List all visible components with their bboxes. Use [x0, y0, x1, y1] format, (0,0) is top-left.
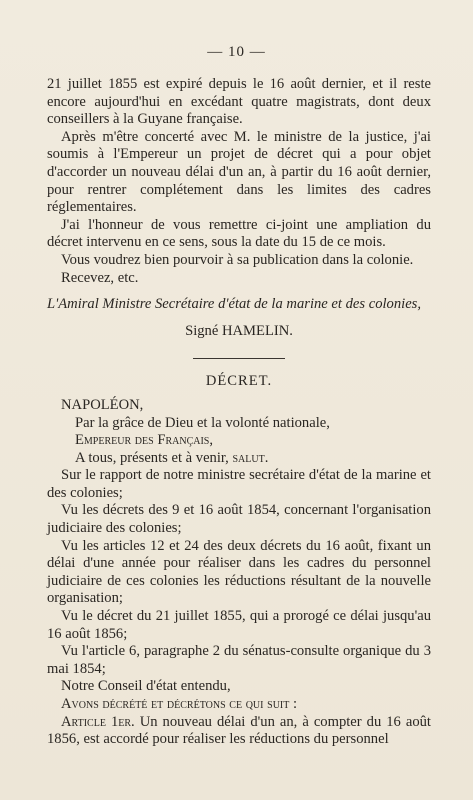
letter-paragraph-2: Après m'être concerté avec M. le ministre de la justice, j'ai soumis à l'Empereur un projet de décret qui a pour objet d'accorder un nouveau délai d'un an, à partir du 16 août dernier, pour rentrer complétement dans les limites des cadres réglementaires.: [47, 128, 431, 216]
letter-paragraph-3: J'ai l'honneur de vous remettre ci-joint une ampliation du décret intervenu en ce sens, sous la date du 15 de ce mois.: [47, 216, 431, 251]
decree-conseil: Notre Conseil d'état entendu,: [61, 678, 231, 695]
letter-paragraph-4: Vous voudrez bien pourvoir à sa publication dans la colonie.: [61, 251, 414, 268]
page-number: — 10 —: [207, 44, 266, 60]
decree-title: DÉCRET.: [205, 373, 273, 390]
section-divider: [193, 358, 285, 359]
decree-greeting-salut: salut.: [232, 449, 269, 466]
decree-decretons: Avons décrété et décrétons ce qui suit :: [61, 696, 298, 712]
article-text: Un nouveau délai d'un an, à compter du 16 août 1856, est accordé pour réaliser les réductions du personnel: [47, 713, 431, 748]
decree-article-1: [47, 714, 431, 749]
decree-grace: Par la grâce de Dieu et la volonté nationale,: [75, 414, 330, 431]
decree-rapport: Sur le rapport de notre ministre secrétaire d'état de la marine et des colonies;: [47, 467, 431, 501]
decree-vu-3: Vu le décret du 21 juillet 1855, qui a prorogé ce délai jusqu'au 16 août 1856;: [47, 608, 431, 642]
article-label: Article 1er.: [61, 713, 135, 730]
decree-vu-2: Vu les articles 12 et 24 des deux décrets du 16 août, fixant un délai d'une année pour réaliser dans les cadres du personnel judiciaire de ces colonies les réductions résultant de la nouvelle organisation;: [47, 537, 431, 607]
decree-emperor-title: Empereur des Français,: [75, 432, 213, 449]
page-body: [47, 76, 431, 749]
letter-paragraph-1: 21 juillet 1855 est expiré depuis le 16 août dernier, et il reste encore aujourd'hui en excédant quatre magistrats, dont deux conseillers à la Guyane française.: [47, 76, 431, 128]
signature-title: L'Amiral Ministre Secrétaire d'état de la marine et des colonies,: [47, 296, 421, 313]
letter-closing: Recevez, etc.: [61, 269, 139, 286]
decree-vu-4: Vu l'article 6, paragraphe 2 du sénatus-consulte organique du 3 mai 1854;: [47, 643, 431, 677]
decree-emperor: NAPOLÉON,: [61, 396, 144, 413]
decree-greeting-text: A tous, présents et à venir,: [75, 449, 229, 466]
decree-vu-1: Vu les décrets des 9 et 16 août 1854, concernant l'organisation judiciaire des colonies;: [47, 502, 431, 537]
decree-greeting: [47, 450, 431, 468]
signature-name: Signé HAMELIN.: [185, 322, 293, 339]
